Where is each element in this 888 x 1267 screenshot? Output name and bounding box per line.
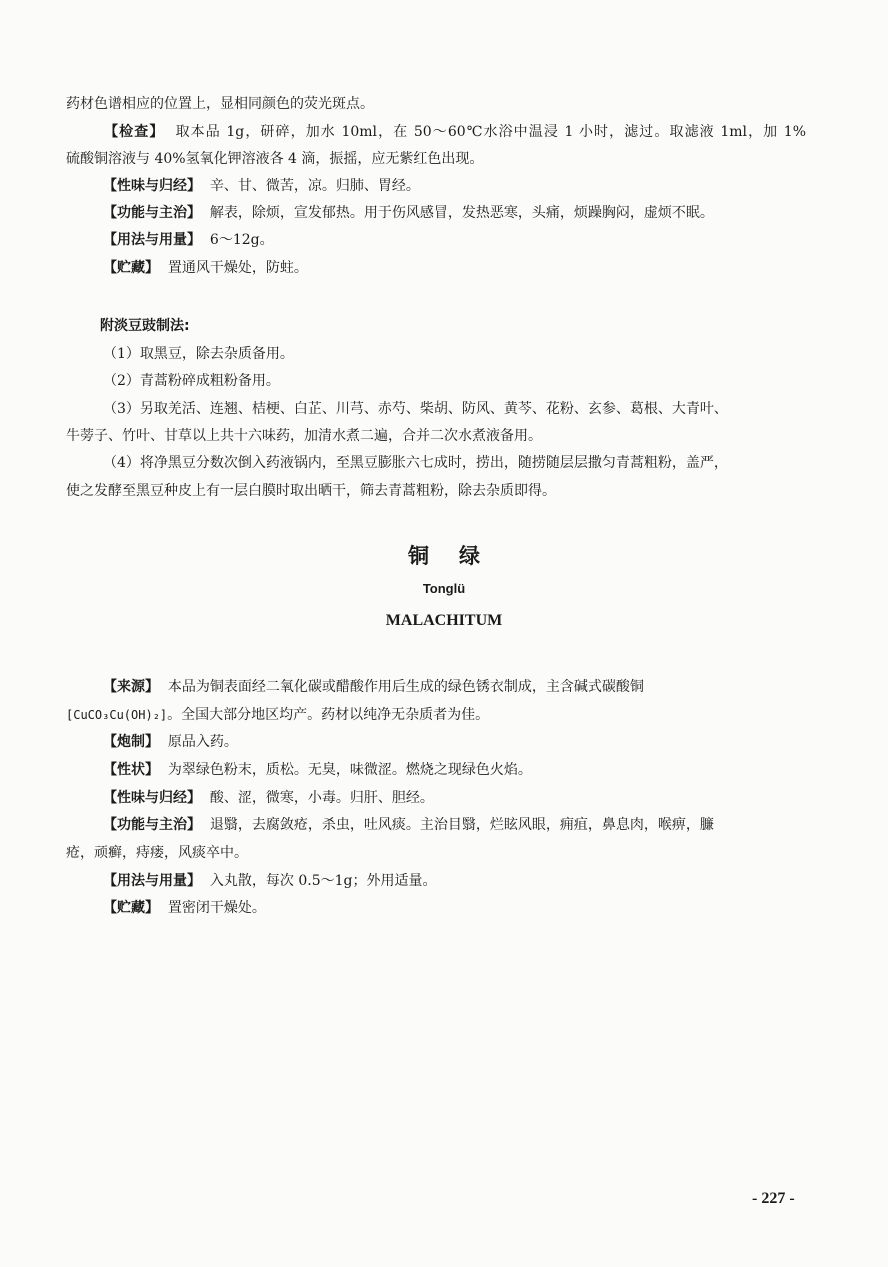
xingzhuang-text: 为翠绿色粉末，质松。无臭，味微涩。燃烧之现绿色火焰。 (167, 762, 532, 778)
yongfa-paragraph (103, 229, 274, 251)
jiancha-text: 取本品 1g，研碎，加水 10ml，在 50～60℃水浴中温浸 1 小时，滤过。取滤液 1ml，加 1% (175, 124, 807, 140)
appendix-step-1: （1）取黑豆，除去杂质备用。 (103, 346, 294, 362)
xingzhuang-paragraph (103, 759, 532, 781)
mono-yongfa-label: 【用法与用量】 (103, 873, 201, 889)
mono-gongneng-text: 退翳，去腐敛疮，杀虫，吐风痰。主治目翳，烂眩风眼，痈疽，鼻息肉，喉痹，臁 (209, 817, 714, 833)
mono-yongfa-paragraph (103, 870, 437, 892)
xingwei-label: 【性味与归经】 (103, 178, 201, 194)
laiyuan-label: 【来源】 (103, 679, 159, 695)
mono-yongfa-text: 入丸散，每次 0.5～1g；外用适量。 (209, 873, 437, 889)
jiancha-text-cont: 硫酸铜溶液与 40%氢氧化钾溶液各 4 滴，振摇，应无紫红色出现。 (66, 151, 484, 167)
mono-gongneng-label: 【功能与主治】 (103, 817, 201, 833)
mono-gongneng-text-cont: 疮，顽癣，痔瘘，风痰卒中。 (66, 845, 248, 861)
gongneng-label: 【功能与主治】 (103, 205, 201, 221)
paragraph-continuation: 药材色谱相应的位置上，显相同颜色的荧光斑点。 (66, 96, 374, 112)
jiancha-label: 【检查】 (103, 124, 165, 140)
jiancha-paragraph (66, 121, 806, 143)
monograph-pinyin: Tonglü (422, 581, 466, 596)
mono-xingwei-text: 酸、涩，微寒，小毒。归肝、胆经。 (209, 790, 434, 806)
xingwei-paragraph (103, 175, 420, 197)
appendix-step-4-cont: 使之发酵至黑豆种皮上有一层白膜时取出晒干，筛去青蒿粗粉，除去杂质即得。 (66, 483, 556, 499)
xingzhuang-label: 【性状】 (103, 762, 159, 778)
mono-xingwei-label: 【性味与归经】 (103, 790, 201, 806)
appendix-heading: 附淡豆豉制法: (100, 318, 190, 334)
zhucang-label: 【贮藏】 (103, 260, 159, 276)
monograph-title: 铜绿 (408, 544, 510, 568)
laiyuan-text-cont (66, 704, 489, 726)
page-number: - 227 - (752, 1190, 795, 1207)
appendix-step-4: （4）将净黑豆分数次倒入药液锅内，至黑豆膨胀六七成时，捞出，随捞随层层撒匀青蒿粗粉，盖严， (103, 455, 728, 471)
yongfa-label: 【用法与用量】 (103, 232, 201, 248)
mono-zhucang-label: 【贮藏】 (103, 900, 159, 916)
monograph-latin: MALACHITUM (385, 612, 503, 629)
paozhi-paragraph (103, 731, 238, 753)
mono-gongneng-paragraph (103, 814, 714, 836)
paozhi-label: 【炮制】 (103, 734, 159, 750)
gongneng-paragraph (103, 202, 714, 224)
laiyuan-text-2: 。全国大部分地区均产。药材以纯净无杂质者为佳。 (167, 707, 490, 723)
zhucang-text: 置通风干燥处，防蛀。 (167, 260, 308, 276)
paozhi-text: 原品入药。 (167, 734, 238, 750)
appendix-step-3: （3）另取羌活、连翘、桔梗、白芷、川芎、赤芍、柴胡、防风、黄芩、花粉、玄参、葛根、大青叶、 (103, 401, 728, 417)
mono-zhucang-text: 置密闭干燥处。 (167, 900, 266, 916)
appendix-step-2: （2）青蒿粉碎成粗粉备用。 (103, 373, 280, 389)
mono-zhucang-paragraph (103, 897, 266, 919)
appendix-step-3-cont: 牛蒡子、竹叶、甘草以上共十六味药，加清水煮二遍，合并二次水煮液备用。 (66, 428, 542, 444)
zhucang-paragraph (103, 257, 308, 279)
yongfa-text: 6～12g。 (209, 232, 274, 248)
laiyuan-paragraph (103, 676, 644, 698)
mono-xingwei-paragraph (103, 787, 434, 809)
gongneng-text: 解表，除烦，宣发郁热。用于伤风感冒，发热恶寒，头痛，烦躁胸闷，虚烦不眠。 (209, 205, 714, 221)
chemical-formula: [CuCO₃Cu(OH)₂] (66, 708, 168, 722)
laiyuan-text: 本品为铜表面经二氧化碳或醋酸作用后生成的绿色锈衣制成，主含碱式碳酸铜 (167, 679, 644, 695)
xingwei-text: 辛、甘、微苦，凉。归肺、胃经。 (209, 178, 420, 194)
